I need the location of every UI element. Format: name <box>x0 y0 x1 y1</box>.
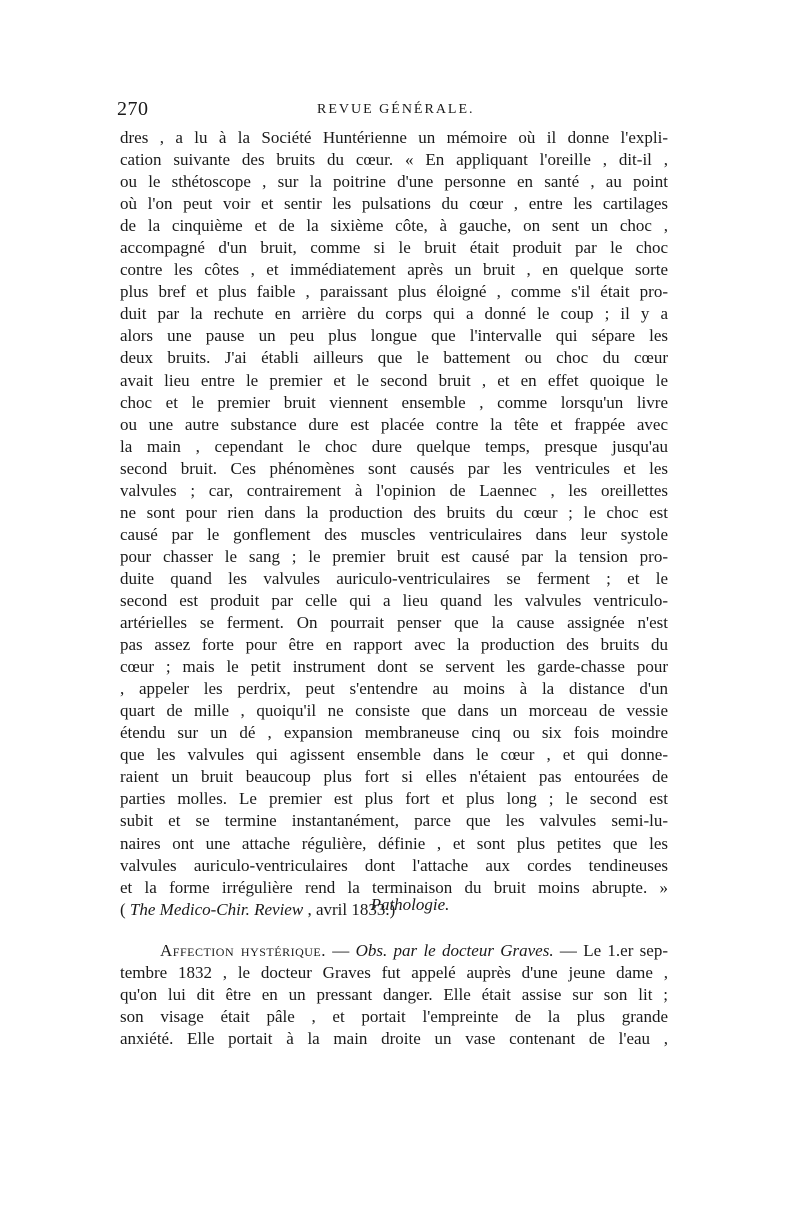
text-line: cœur ; mais le petit instrument dont se servent les garde-chasse pour <box>120 657 668 677</box>
text-line: son visage était pâle , et portait l'empreinte de la plus grande <box>120 1007 668 1027</box>
paragraph-main <box>120 127 668 921</box>
text-line: ou une autre substance dure est placée contre la tête et frappée avec <box>120 414 668 434</box>
text-line: deux bruits. J'ai établi ailleurs que le battement ou choc du cœur <box>120 348 668 368</box>
article-lead-rest: — Le 1.er sep- <box>553 941 668 960</box>
text-line: où l'on peut voir et sentir les pulsations du cœur , entre les cartilages <box>120 194 668 214</box>
page-number: 270 <box>117 98 149 120</box>
text-line: , appeler les perdrix, peut s'entendre au moins à la distance d'un <box>120 679 668 699</box>
text-line: second bruit. Ces phénomènes sont causés par les ventricules et les <box>120 458 668 478</box>
section-heading <box>0 895 800 915</box>
text-line: naires ont une attache régulière, définie , et sont plus petites que les <box>120 833 668 853</box>
text-line: valvules ; car, contrairement à l'opinion de Laennec , les oreillettes <box>120 480 668 500</box>
text-line: pour chasser le sang ; le premier bruit est causé par la tension pro- <box>120 546 668 566</box>
text-line: tembre 1832 , le docteur Graves fut appelé auprès d'une jeune dame , <box>120 963 668 983</box>
text-line: de la cinquième et de la sixième côte, à gauche, on sent un choc , <box>120 216 668 236</box>
text-line: causé par le gonflement des muscles ventriculaires dans leur systole <box>120 524 668 544</box>
article-lead-dash: — <box>326 941 356 960</box>
text-line: parties molles. Le premier est plus fort et plus long ; le second est <box>120 789 668 809</box>
text-line: ne sont pour rien dans la production des bruits du cœur ; le choc est <box>120 502 668 522</box>
observation-lead-line <box>120 940 668 962</box>
citation-journal: The Medico-Chir. Review <box>129 899 304 919</box>
text-line: contre les côtes , et immédiatement après un bruit , en quelque sorte <box>120 260 668 280</box>
citation-open: ( <box>120 899 130 919</box>
article-lead-caps: Affection hystérique. <box>160 941 326 960</box>
paragraph-observation <box>120 940 668 1050</box>
text-line: que les valvules qui agissent ensemble dans le cœur , et qui donne- <box>120 745 668 765</box>
text-line: artérielles se ferment. On pourrait penser que la cause assignée n'est <box>120 613 668 633</box>
article-lead-italic: Obs. par le docteur Graves. <box>355 941 554 960</box>
text-line: et la forme irrégulière rend la terminaison du bruit moins abrupte. » <box>120 877 668 897</box>
text-line: anxiété. Elle portait à la main droite un vase contenant de l'eau , <box>120 1029 668 1049</box>
text-line: duit par la rechute en arrière du corps qui a donné le coup ; il y a <box>120 304 668 324</box>
text-line: ou le sthétoscope , sur la poitrine d'une personne en santé , au point <box>120 172 668 192</box>
text-line: qu'on lui dit être en un pressant danger. Elle était assise sur son lit ; <box>120 985 668 1005</box>
text-line: dres , a lu à la Société Huntérienne un mémoire où il donne l'expli- <box>120 128 668 147</box>
text-line: duite quand les valvules auriculo-ventriculaires se ferment ; et le <box>120 568 668 588</box>
citation-rest: , avril 1833.) <box>303 899 396 919</box>
text-line: choc et le premier bruit viennent ensemble , comme lorsqu'un livre <box>120 392 668 412</box>
text-line: valvules auriculo-ventriculaires dont l'attache aux cordes tendineuses <box>120 855 668 875</box>
text-line: étendu sur un dé , expansion membraneuse cinq ou six fois moindre <box>120 723 668 743</box>
text-line: subit et se termine instantanément, parce que les valvules semi-lu- <box>120 811 668 831</box>
text-line: second est produit par celle qui a lieu quand les valvules ventriculo- <box>120 590 668 610</box>
text-line: alors une pause un peu plus longue que l'intervalle qui sépare les <box>120 326 668 346</box>
text-line: quart de mille , quoiqu'il ne consiste que dans un morceau de vessie <box>120 701 668 721</box>
text-line: pas assez forte pour être en rapport avec la production des bruits du <box>120 635 668 655</box>
text-line: la main , cependant le choc dure quelque temps, presque jusqu'au <box>120 436 668 456</box>
text-line: accompagné d'un bruit, comme si le bruit était produit par le choc <box>120 238 668 258</box>
page-header <box>117 98 665 128</box>
text-line: avait lieu entre le premier et le second bruit , et en effet quoique le <box>120 370 668 390</box>
text-line: cation suivante des bruits du cœur. « En appliquant l'oreille , dit-il , <box>120 150 668 170</box>
running-head: REVUE GÉNÉRALE. <box>317 102 475 117</box>
text-line: plus bref et plus faible , paraissant plus éloigné , comme s'il était pro- <box>120 282 668 302</box>
text-line: raient un bruit beaucoup plus fort si elles n'étaient pas entourées de <box>120 767 668 787</box>
section-title-text: Pathologie. <box>370 895 450 914</box>
